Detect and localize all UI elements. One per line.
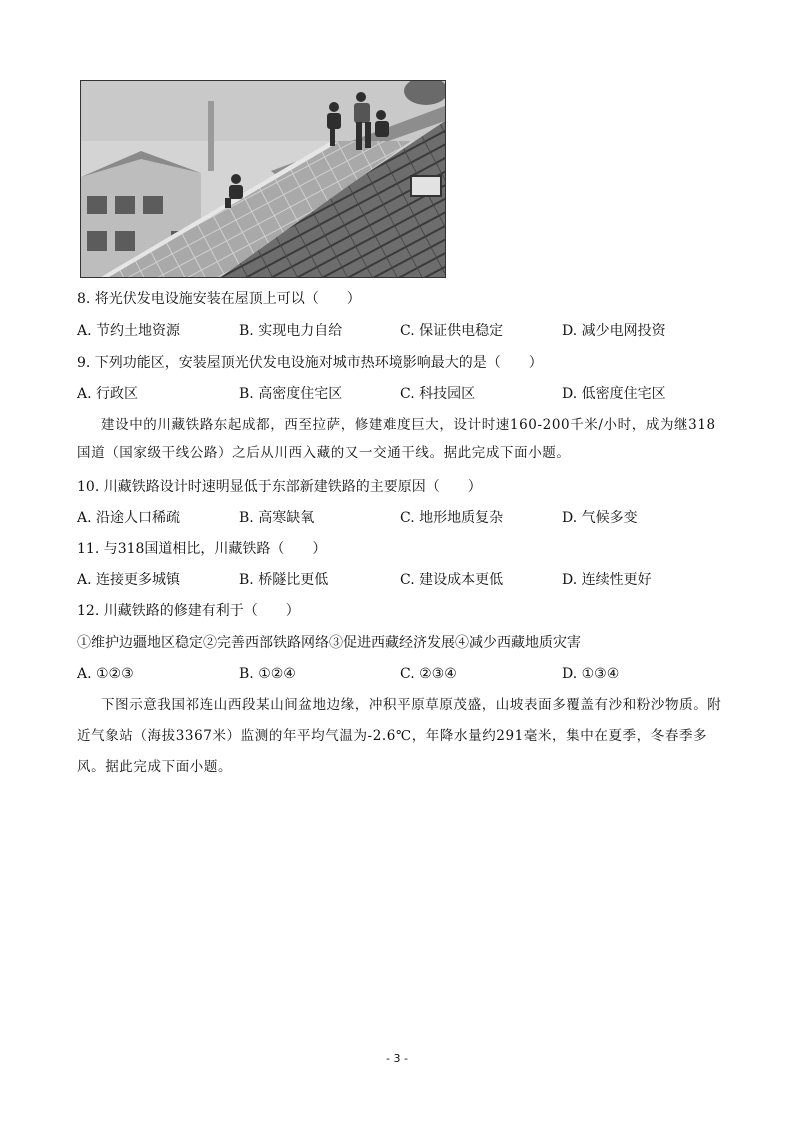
- solar-roof-photo: [80, 80, 446, 278]
- q9-option-b[interactable]: B. 高密度住宅区: [239, 386, 343, 402]
- q12-option-a[interactable]: A. ①②③: [77, 666, 134, 682]
- q11-option-b[interactable]: B. 桥隧比更低: [239, 572, 329, 588]
- q8-option-a[interactable]: A. 节约土地资源: [77, 323, 181, 339]
- q11-option-a[interactable]: A. 连接更多城镇: [77, 572, 181, 588]
- q12-option-c[interactable]: C. ②③④: [400, 666, 457, 682]
- q9-option-c[interactable]: C. 科技园区: [400, 386, 476, 402]
- q11-option-d[interactable]: D. 连续性更好: [562, 572, 652, 588]
- page-number: - 3 -: [386, 1052, 408, 1065]
- q11-stem: 11. 与318国道相比，川藏铁路（ ）: [77, 541, 327, 557]
- q10-stem: 10. 川藏铁路设计时速明显低于东部新建铁路的主要原因（ ）: [77, 479, 482, 495]
- q10-option-d[interactable]: D. 气候多变: [562, 510, 638, 526]
- q10-option-b[interactable]: B. 高寒缺氧: [239, 510, 315, 526]
- q9-option-a[interactable]: A. 行政区: [77, 386, 139, 402]
- q9-option-d[interactable]: D. 低密度住宅区: [562, 386, 666, 402]
- q12-option-d[interactable]: D. ①③④: [562, 666, 620, 682]
- q12-option-b[interactable]: B. ①②④: [239, 666, 296, 682]
- q11-option-c[interactable]: C. 建设成本更低: [400, 572, 504, 588]
- q8-stem: 8. 将光伏发电设施安装在屋顶上可以（ ）: [77, 291, 361, 307]
- q10-option-c[interactable]: C. 地形地质复杂: [400, 510, 504, 526]
- q8-option-c[interactable]: C. 保证供电稳定: [400, 323, 504, 339]
- q8-option-d[interactable]: D. 减少电网投资: [562, 323, 666, 339]
- passage-sichuan-tibet-railway: 建设中的川藏铁路东起成都，西至拉萨，修建难度巨大，设计时速160-200千米/小时，成为继318国道（国家级干线公路）之后从川西入藏的又一交通干线。据此完成下面小题。: [77, 417, 716, 461]
- q12-stem: 12. 川藏铁路的修建有利于（ ）: [77, 603, 300, 619]
- q8-option-b[interactable]: B. 实现电力自给: [239, 323, 343, 339]
- q10-option-a[interactable]: A. 沿途人口稀疏: [77, 510, 181, 526]
- q12-statements: ①维护边疆地区稳定②完善西部铁路网络③促进西藏经济发展④减少西藏地质灾害: [77, 635, 581, 651]
- q9-stem: 9. 下列功能区，安装屋顶光伏发电设施对城市热环境影响最大的是（ ）: [77, 355, 543, 371]
- passage-qilian-basin: 下图示意我国祁连山西段某山间盆地边缘，冲积平原草原茂盛，山坡表面多覆盖有沙和粉沙物质。附近气象站（海拔3367米）监测的年平均气温为-2.6℃，年降水量约291毫米，集中在夏季，冬春季多风。据此完成下面小题。: [77, 697, 722, 775]
